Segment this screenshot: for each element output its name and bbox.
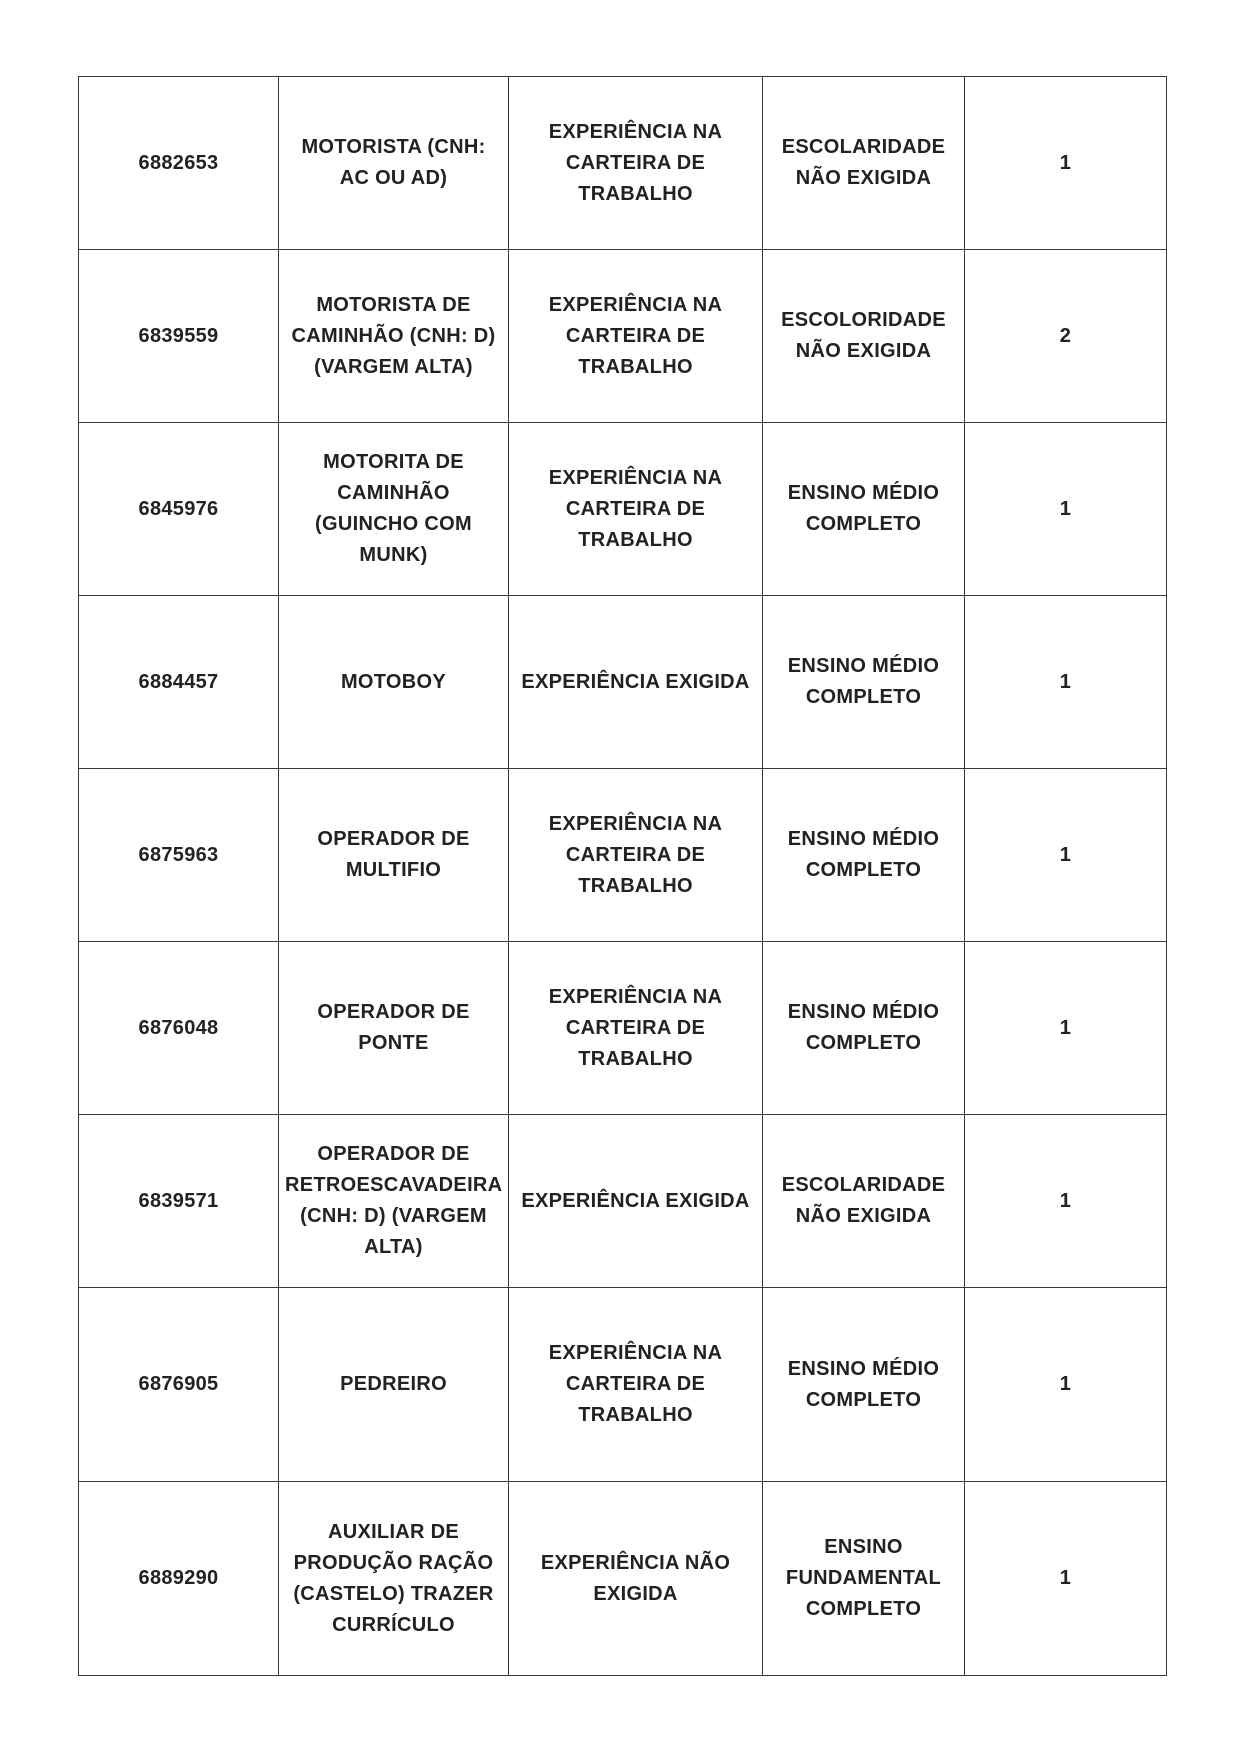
vacancy-code: 6839559: [138, 324, 219, 347]
experience-requirement: EXPERIÊNCIA NA CARTEIRA DE TRABALHO: [548, 120, 723, 205]
education-requirement: ENSINO MÉDIO COMPLETO: [787, 482, 940, 535]
vacancies-cell: [965, 250, 1167, 423]
role-title: MOTORITA DE CAMINHÃO (GUINCHO COM MUNK): [315, 451, 472, 566]
role-cell: [279, 596, 509, 769]
education-cell: [763, 1115, 965, 1288]
vacancy-code: 6876048: [138, 1016, 219, 1039]
education-cell: [763, 942, 965, 1115]
vacancy-count: 1: [1059, 151, 1072, 174]
experience-requirement: EXPERIÊNCIA NA CARTEIRA DE TRABALHO: [548, 466, 723, 551]
experience-requirement: EXPERIÊNCIA EXIGIDA: [521, 1189, 750, 1212]
role-cell: [279, 1482, 509, 1676]
vacancy-code-cell: [79, 769, 279, 942]
vacancy-code-cell: [79, 77, 279, 250]
experience-requirement: EXPERIÊNCIA NA CARTEIRA DE TRABALHO: [548, 812, 723, 897]
experience-cell: [509, 769, 763, 942]
education-cell: [763, 423, 965, 596]
role-title: OPERADOR DE RETROESCAVADEIRA (CNH: D) (VARGEM ALTA): [285, 1143, 503, 1258]
experience-cell: [509, 250, 763, 423]
vacancy-code: 6839571: [138, 1189, 219, 1212]
role-cell: [279, 1288, 509, 1482]
education-cell: [763, 1482, 965, 1676]
vacancies-cell: [965, 769, 1167, 942]
education-requirement: ESCOLARIDADE NÃO EXIGIDA: [781, 136, 946, 189]
education-cell: [763, 1288, 965, 1482]
education-requirement: ENSINO MÉDIO COMPLETO: [787, 1001, 940, 1054]
experience-cell: [509, 1115, 763, 1288]
experience-cell: [509, 1288, 763, 1482]
vacancy-code-cell: [79, 1115, 279, 1288]
vacancy-code: 6845976: [138, 497, 219, 520]
experience-cell: [509, 942, 763, 1115]
experience-cell: [509, 1482, 763, 1676]
vacancies-cell: [965, 942, 1167, 1115]
education-requirement: ENSINO MÉDIO COMPLETO: [787, 655, 940, 708]
role-title: OPERADOR DE PONTE: [317, 1001, 470, 1054]
education-cell: [763, 596, 965, 769]
role-title: AUXILIAR DE PRODUÇÃO RAÇÃO (CASTELO) TRAZER CURRÍCULO: [293, 1520, 494, 1636]
table-row: [79, 1482, 1167, 1676]
vacancy-count: 1: [1059, 1373, 1072, 1395]
vacancy-count: 1: [1059, 1567, 1072, 1589]
role-cell: [279, 769, 509, 942]
vacancy-code-cell: [79, 942, 279, 1115]
education-cell: [763, 769, 965, 942]
vacancies-cell: [965, 1482, 1167, 1676]
role-cell: [279, 77, 509, 250]
vacancy-count: 2: [1059, 324, 1072, 347]
vacancy-code: 6876905: [138, 1373, 219, 1395]
vacancies-cell: [965, 1288, 1167, 1482]
vacancy-code: 6884457: [138, 670, 219, 693]
experience-requirement: EXPERIÊNCIA NA CARTEIRA DE TRABALHO: [548, 985, 723, 1070]
role-cell: [279, 423, 509, 596]
table-row: [79, 942, 1167, 1115]
vacancy-count: 1: [1059, 1016, 1072, 1039]
table-row: [79, 1115, 1167, 1288]
vacancy-count: 1: [1059, 670, 1072, 693]
table-row: [79, 769, 1167, 942]
role-title: MOTOBOY: [340, 670, 447, 693]
experience-requirement: EXPERIÊNCIA NA CARTEIRA DE TRABALHO: [548, 1342, 723, 1426]
vacancy-code-cell: [79, 423, 279, 596]
role-title: PEDREIRO: [340, 1373, 447, 1395]
table-row: [79, 596, 1167, 769]
vacancy-code: 6889290: [138, 1567, 219, 1589]
role-title: MOTORISTA (CNH: AC OU AD): [301, 136, 486, 189]
education-cell: [763, 77, 965, 250]
vacancy-code-cell: [79, 596, 279, 769]
vacancies-cell: [965, 1115, 1167, 1288]
table-row: [79, 77, 1167, 250]
vacancies-cell: [965, 77, 1167, 250]
vacancy-count: 1: [1059, 1189, 1072, 1212]
experience-requirement: EXPERIÊNCIA NA CARTEIRA DE TRABALHO: [548, 293, 723, 378]
vacancy-code-cell: [79, 250, 279, 423]
role-title: MOTORISTA DE CAMINHÃO (CNH: D) (VARGEM ALTA): [291, 293, 496, 378]
table-row: [79, 1288, 1167, 1482]
education-requirement: ENSINO MÉDIO COMPLETO: [787, 1357, 940, 1411]
vacancies-cell: [965, 596, 1167, 769]
role-cell: [279, 1115, 509, 1288]
vacancy-code: 6875963: [138, 843, 219, 866]
vacancy-code-cell: [79, 1288, 279, 1482]
education-requirement: ENSINO FUNDAMENTAL COMPLETO: [785, 1536, 942, 1620]
education-requirement: ENSINO MÉDIO COMPLETO: [787, 828, 940, 881]
role-cell: [279, 250, 509, 423]
experience-cell: [509, 77, 763, 250]
table-row: [79, 250, 1167, 423]
education-cell: [763, 250, 965, 423]
role-title: OPERADOR DE MULTIFIO: [317, 828, 470, 881]
experience-requirement: EXPERIÊNCIA EXIGIDA: [521, 670, 750, 693]
role-cell: [279, 942, 509, 1115]
vacancy-count: 1: [1059, 843, 1072, 866]
vacancy-code-cell: [79, 1482, 279, 1676]
experience-requirement: EXPERIÊNCIA NÃO EXIGIDA: [540, 1551, 731, 1605]
experience-cell: [509, 423, 763, 596]
vacancy-code: 6882653: [138, 151, 219, 174]
education-requirement: ESCOLARIDADE NÃO EXIGIDA: [781, 1174, 946, 1227]
experience-cell: [509, 596, 763, 769]
vacancies-cell: [965, 423, 1167, 596]
table-row: [79, 423, 1167, 596]
job-vacancies-table: [78, 76, 1167, 1676]
vacancy-count: 1: [1059, 497, 1072, 520]
education-requirement: ESCOLORIDADE NÃO EXIGIDA: [781, 309, 946, 362]
